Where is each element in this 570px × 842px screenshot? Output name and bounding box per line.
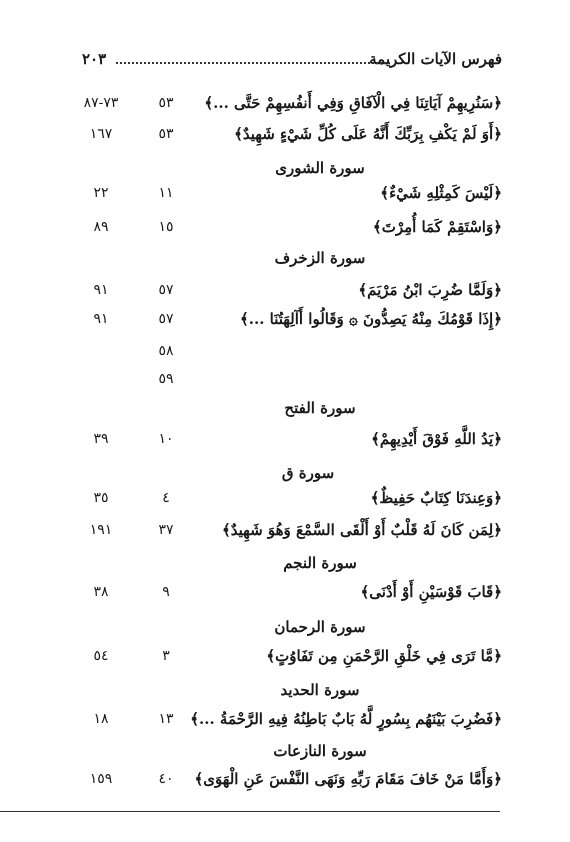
verse-number: ٤٠ <box>158 771 174 787</box>
verse-text: ﴿وَاسْتَقِمْ كَمَا أُمِرْتَ﴾ <box>372 218 502 236</box>
header-dotted-leader <box>116 62 390 64</box>
page-reference: ٣٨ <box>93 584 109 600</box>
verse-number: ٥٧ <box>158 311 174 327</box>
verse-number: ١٠ <box>158 431 174 447</box>
page-number: ٢٠٣ <box>82 50 107 68</box>
footer-rule <box>0 811 500 812</box>
verse-number: ١٣ <box>158 711 174 727</box>
index-row <box>0 364 570 394</box>
index-row <box>0 483 570 513</box>
verse-number: ٤ <box>162 490 170 506</box>
header-title: فهرس الآيات الكريمة <box>369 50 502 68</box>
verse-text: ﴿مَّا تَرَى فِي خَلْقِ الرَّحْمَنِ مِن تَفَاوُتٍ﴾ <box>266 647 502 665</box>
surah-heading: سورة الفتح <box>284 399 356 417</box>
page-reference: ٧٣-٨٧ <box>83 95 119 111</box>
page-reference: ٩١ <box>93 311 109 327</box>
verse-number: ٥٧ <box>158 282 174 298</box>
page-header <box>82 48 502 74</box>
verse-number: ١١ <box>158 185 174 201</box>
index-row <box>0 178 570 208</box>
page-reference: ٨٩ <box>93 219 109 235</box>
page-reference: ٣٥ <box>93 490 109 506</box>
verse-text: ﴿وَأَمَّا مَنْ خَافَ مَقَامَ رَبِّهِ وَنَهَى النَّفْسَ عَنِ الْهَوَى﴾ <box>194 770 502 788</box>
page-reference: ١٥٩ <box>89 771 113 787</box>
verse-number: ١٥ <box>158 219 174 235</box>
verse-text: ﴿سَنُرِيهِمْ آيَاتِنَا فِي الْآفَاقِ وَفِي أَنفُسِهِمْ حَتَّى ...﴾ <box>204 94 502 112</box>
surah-heading: سورة الرحمان <box>274 618 366 636</box>
index-row <box>0 515 570 545</box>
page-reference: ٥٤ <box>93 648 109 664</box>
surah-heading: سورة الشورى <box>275 159 365 177</box>
verse-number: ٣٧ <box>158 522 174 538</box>
verse-number: ٥٨ <box>158 343 174 359</box>
verse-text: ﴿أَوَ لَمْ يَكْفِ بِرَبِّكَ أَنَّهُ عَلَى كُلِّ شَيْءٍ شَهِيدٌ﴾ <box>234 125 502 143</box>
index-row <box>0 88 570 118</box>
page-reference: ٢٢ <box>93 185 109 201</box>
index-row <box>0 764 570 794</box>
index-row <box>0 641 570 671</box>
verse-text: ﴿وَعِندَنَا كِتَابٌ حَفِيظٌ﴾ <box>370 489 502 507</box>
index-row <box>0 119 570 149</box>
index-row <box>0 704 570 734</box>
verse-text: ﴿فَضُرِبَ بَيْنَهُم بِسُورٍ لَّهُ بَابٌ بَاطِنُهُ فِيهِ الرَّحْمَةُ ...﴾ <box>190 710 502 728</box>
index-row <box>0 275 570 305</box>
verse-text: ﴿لِمَن كَانَ لَهُ قَلْبٌ أَوْ أَلْقَى السَّمْعَ وَهُوَ شَهِيدٌ﴾ <box>221 521 502 539</box>
page-reference: ١٦٧ <box>89 126 113 142</box>
index-row <box>0 212 570 242</box>
verse-number: ٩ <box>162 584 170 600</box>
index-row <box>0 424 570 454</box>
index-row <box>0 336 570 366</box>
surah-heading: سورة الحديد <box>280 681 360 699</box>
verse-number: ٥٣ <box>158 126 174 142</box>
page-reference: ٩١ <box>93 282 109 298</box>
index-row <box>0 577 570 607</box>
page-reference: ١٨ <box>93 711 109 727</box>
page-reference: ١٩١ <box>89 522 113 538</box>
surah-heading: سورة النجم <box>283 554 357 572</box>
verse-text: ﴿إِذَا قَوْمُكَ مِنْهُ يَصِدُّونَ ۞ وَقَالُوا أَآلِهَتُنَا ...﴾ <box>239 310 502 328</box>
page-reference: ٣٩ <box>93 431 109 447</box>
verse-number: ٣ <box>162 648 170 664</box>
verse-text: ﴿لَيْسَ كَمِثْلِهِ شَيْءٌ﴾ <box>380 184 502 202</box>
verse-text: ﴿يَدُ اللَّهِ فَوْقَ أَيْدِيهِمْ﴾ <box>371 430 502 448</box>
verse-text: ﴿وَلَمَّا ضُرِبَ ابْنُ مَرْيَمَ﴾ <box>358 281 502 299</box>
surah-heading: سورة ق <box>281 464 335 482</box>
index-row <box>0 304 570 334</box>
verse-text: ﴿قَابَ قَوْسَيْنِ أَوْ أَدْنَى﴾ <box>360 583 502 601</box>
surah-heading: سورة الزخرف <box>274 249 366 267</box>
surah-heading: سورة النازعات <box>273 742 367 760</box>
verse-number: ٥٣ <box>158 95 174 111</box>
verse-number: ٥٩ <box>158 371 174 387</box>
